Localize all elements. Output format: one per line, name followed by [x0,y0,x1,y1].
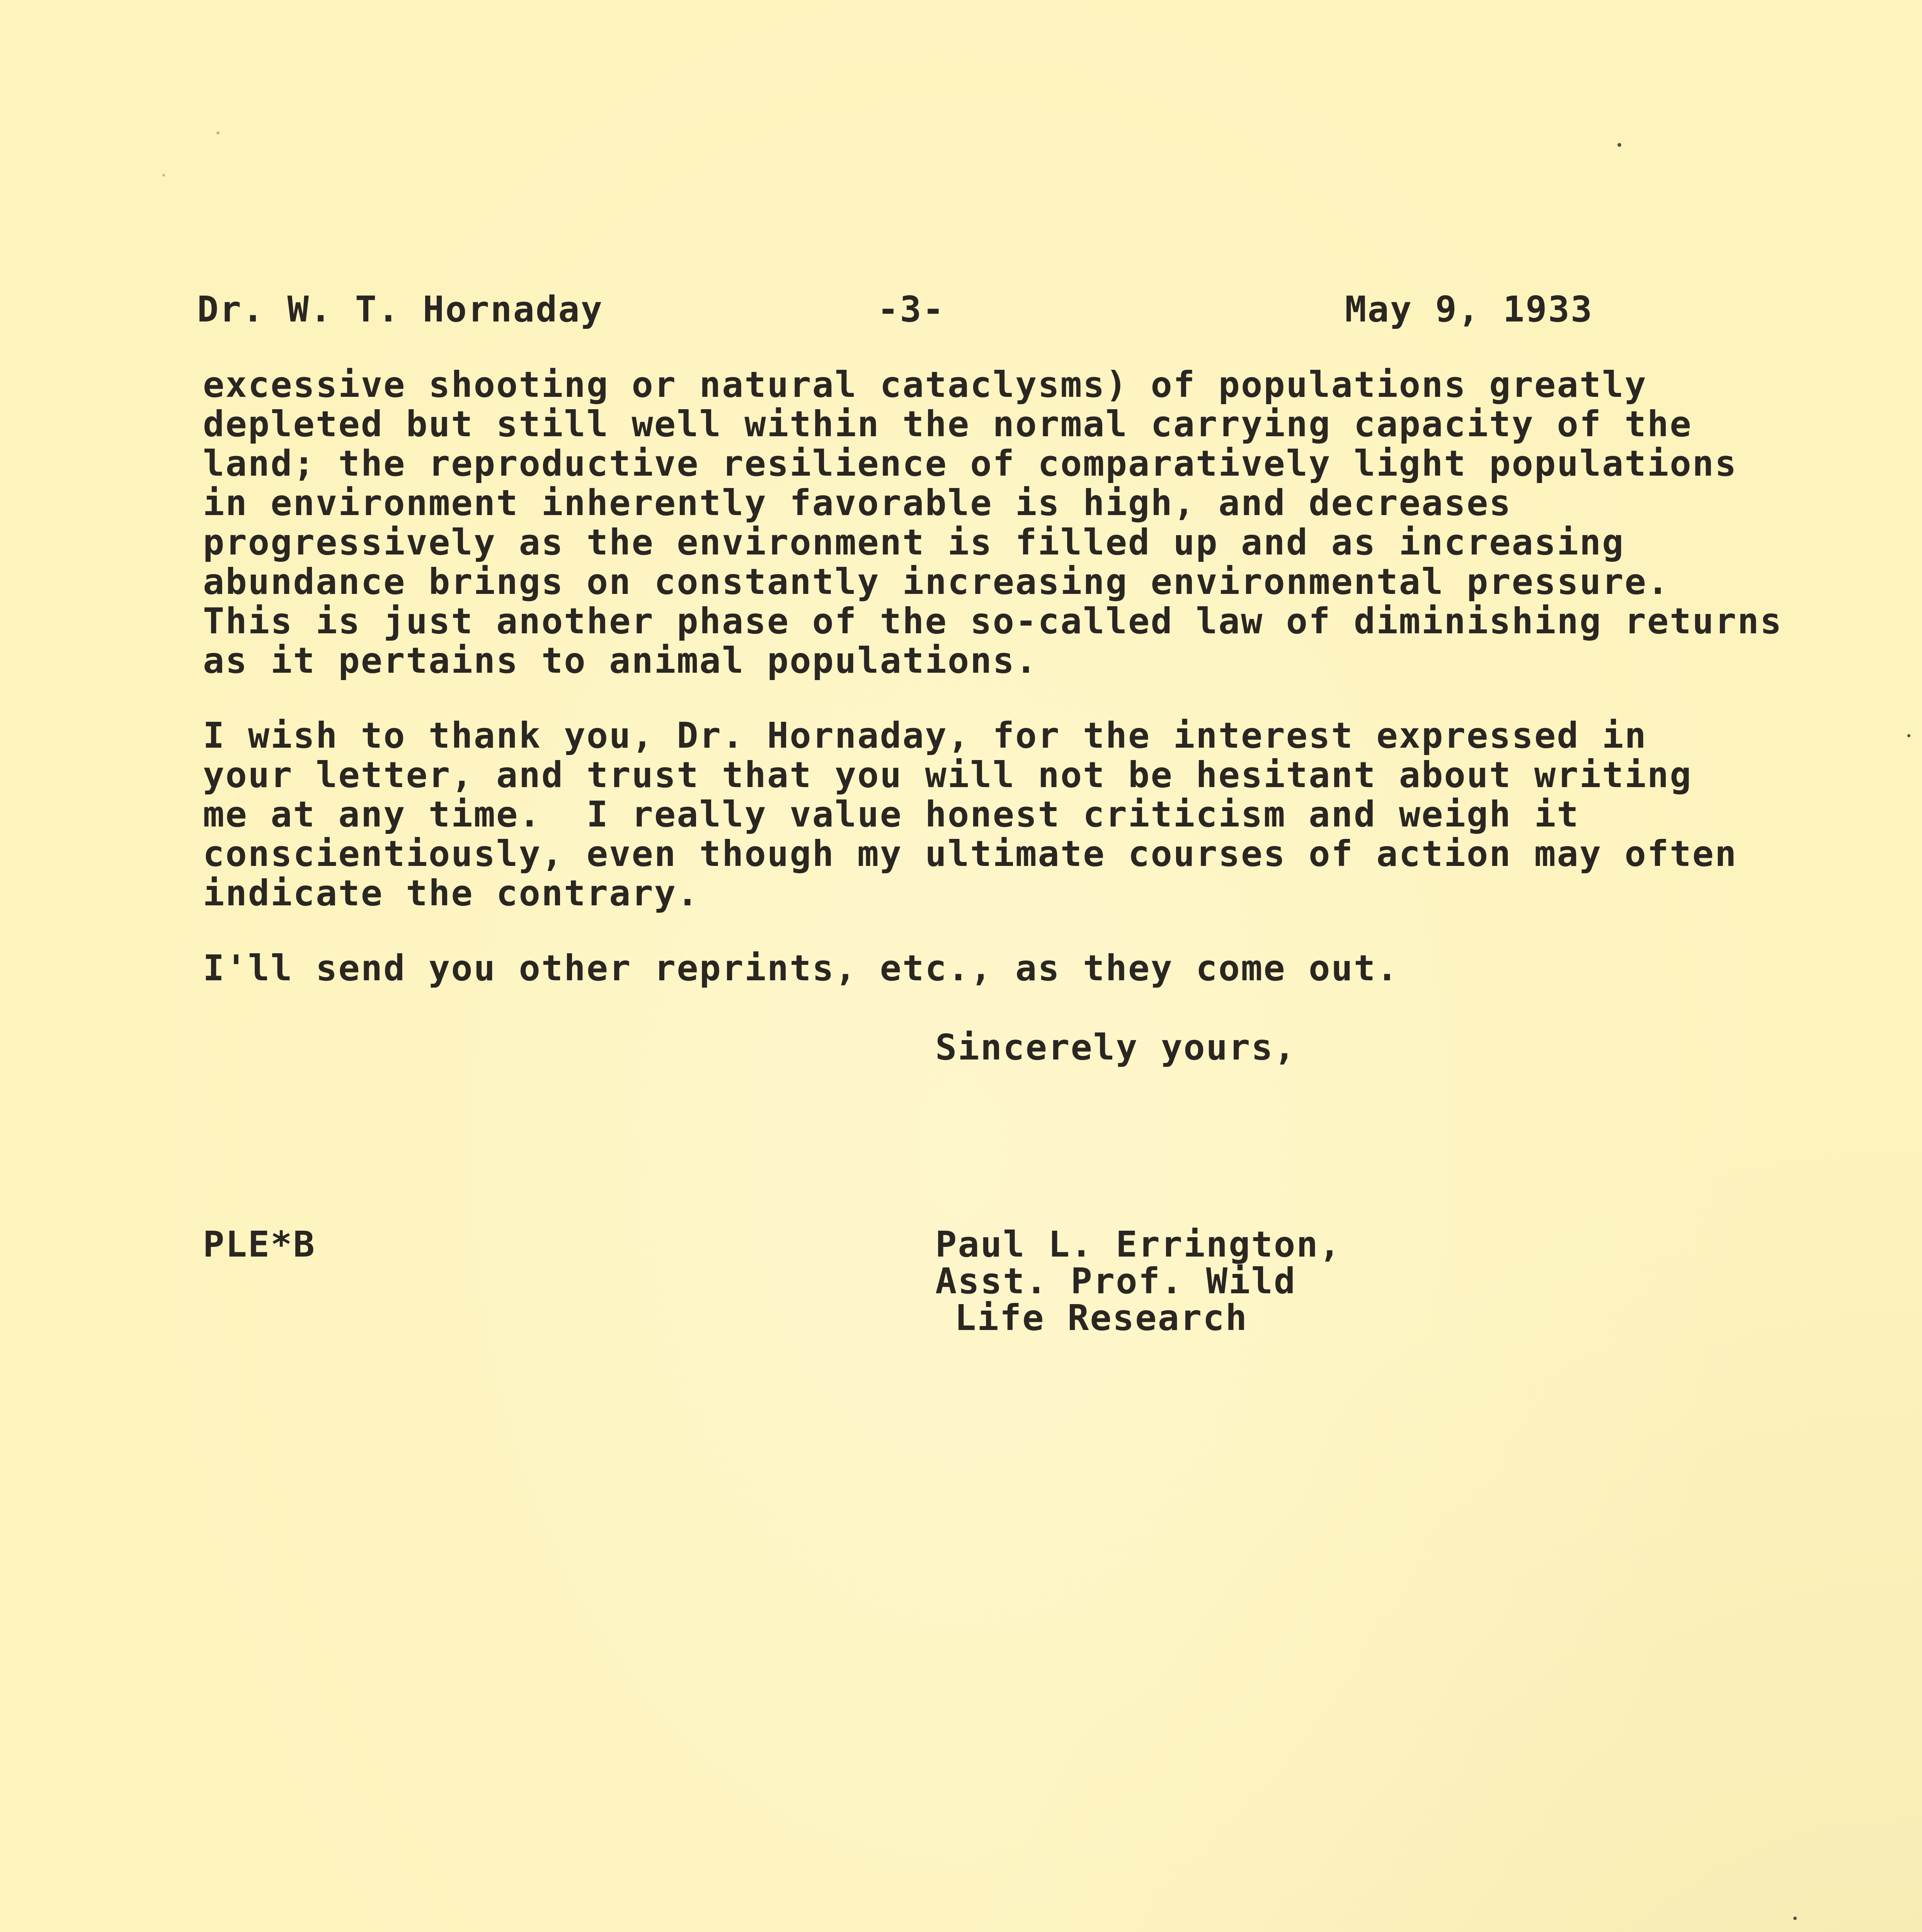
paper-speck [1793,1917,1797,1920]
signer-title: Life Research [955,1297,1248,1338]
paper-speck [162,174,165,177]
paragraph1-line: progressively as the environment is filled up and as increasing [203,522,1625,563]
closing-salutation: Sincerely yours, [935,1027,1297,1068]
paragraph2-line: conscientiously, even though my ultimate courses of action may often [203,833,1738,874]
letter-date: May 9, 1933 [1345,289,1593,330]
paragraph1-line: excessive shooting or natural cataclysms) of populations greatly [203,364,1647,405]
paragraph2-line: me at any time. I really value honest criticism and weigh it [203,794,1580,835]
paragraph3-line: I'll send you other reprints, etc., as they come out. [203,947,1399,989]
typist-initials: PLE*B [203,1224,316,1265]
paragraph2-line: indicate the contrary. [203,872,700,914]
paragraph1-line: abundance brings on constantly increasing environmental pressure. [203,561,1670,602]
recipient-header: Dr. W. T. Hornaday [197,289,603,330]
paper-speck [1907,734,1910,737]
paragraph1-line: land; the reproductive resilience of comparatively light populations [203,443,1738,484]
signer-title: Asst. Prof. Wild [935,1260,1297,1302]
paragraph1-line: This is just another phase of the so-called law of diminishing returns [203,600,1783,642]
paragraph1-line: in environment inherently favorable is high, and decreases [203,482,1512,524]
signer-name: Paul L. Errington, [935,1224,1341,1265]
paper-speck [1617,143,1621,147]
page-number: -3- [877,289,945,330]
paragraph2-line: I wish to thank you, Dr. Hornaday, for the interest expressed in [203,715,1647,756]
paragraph1-line: depleted but still well within the normal carrying capacity of the [203,403,1692,445]
paper-speck [216,131,220,134]
paragraph2-line: your letter, and trust that you will not be hesitant about writing [203,754,1692,796]
paragraph1-line: as it pertains to animal populations. [203,640,1038,681]
